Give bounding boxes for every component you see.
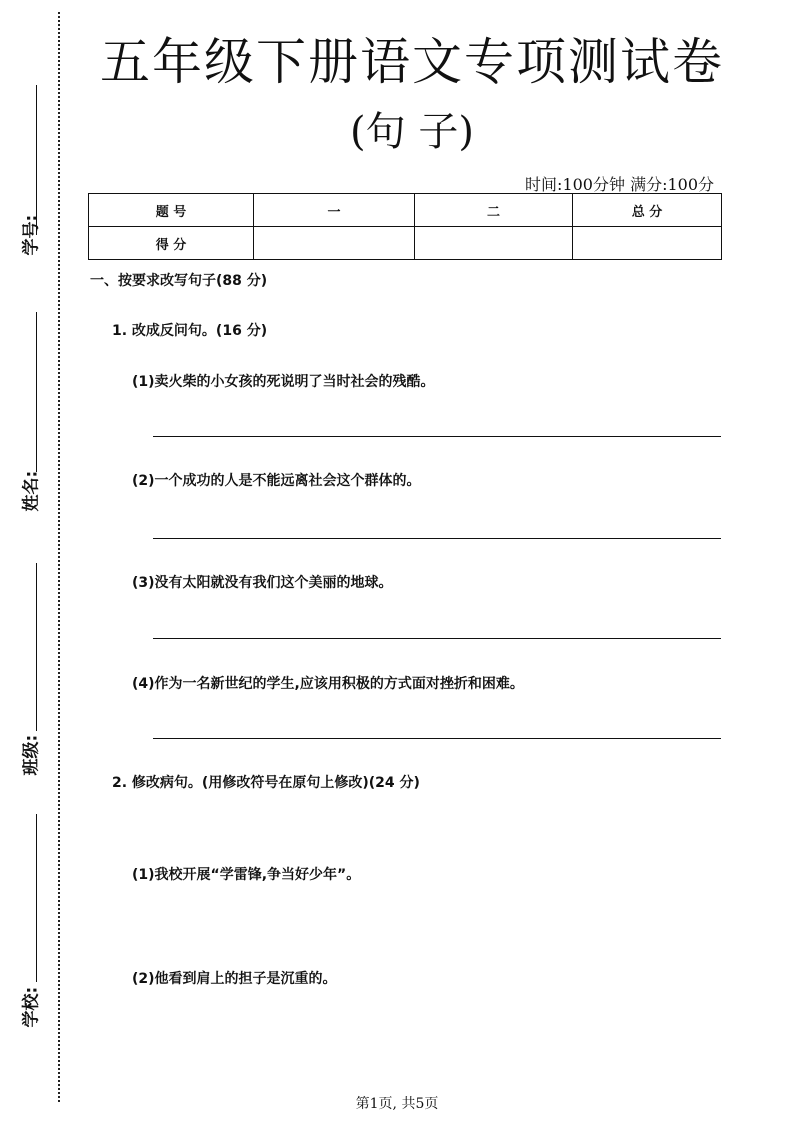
school-label: 学校: — [21, 986, 42, 1028]
school-line — [36, 814, 37, 982]
question-item: (1)卖火柴的小女孩的死说明了当时社会的残酷。 — [132, 374, 435, 390]
name-label: 姓名: — [21, 470, 42, 512]
answer-line[interactable] — [153, 436, 721, 437]
section-heading: 一、按要求改写句子(88 分) — [90, 273, 268, 289]
question-item: (2)他看到肩上的担子是沉重的。 — [132, 971, 337, 987]
table-cell: 总 分 — [573, 194, 722, 227]
table-cell: 二 — [415, 194, 573, 227]
question-item: (3)没有太阳就没有我们这个美丽的地球。 — [132, 575, 393, 591]
page-number: 第1页, 共5页 — [355, 1096, 439, 1112]
question-item: (2)一个成功的人是不能远离社会这个群体的。 — [132, 473, 421, 489]
table-cell: 一 — [254, 194, 415, 227]
question-1-label: 1. 改成反问句。(16 分) — [112, 323, 268, 339]
page-title: 五年级下册语文专项测试卷 — [100, 33, 724, 91]
answer-line[interactable] — [153, 638, 721, 639]
score-input-cell[interactable] — [254, 227, 415, 260]
table-cell: 得 分 — [89, 227, 254, 260]
score-input-cell[interactable] — [415, 227, 573, 260]
table-cell: 题 号 — [89, 194, 254, 227]
answer-line[interactable] — [153, 738, 721, 739]
student-no-label: 学号: — [21, 214, 42, 256]
page-subtitle: (句 子) — [350, 109, 474, 155]
class-line — [36, 563, 37, 731]
answer-line[interactable] — [153, 538, 721, 539]
table-row — [89, 227, 722, 260]
name-line — [36, 312, 37, 472]
time-info: 时间:100分钟 满分:100分 — [525, 175, 714, 194]
binding-dotted-line — [58, 12, 60, 1102]
score-table — [88, 193, 722, 260]
table-row — [89, 194, 722, 227]
question-2-label: 2. 修改病句。(用修改符号在原句上修改)(24 分) — [112, 775, 420, 791]
class-label: 班级: — [21, 734, 42, 776]
question-item: (1)我校开展“学雷锋,争当好少年”。 — [132, 867, 361, 883]
question-item: (4)作为一名新世纪的学生,应该用积极的方式面对挫折和困难。 — [132, 676, 524, 692]
score-input-cell[interactable] — [573, 227, 722, 260]
